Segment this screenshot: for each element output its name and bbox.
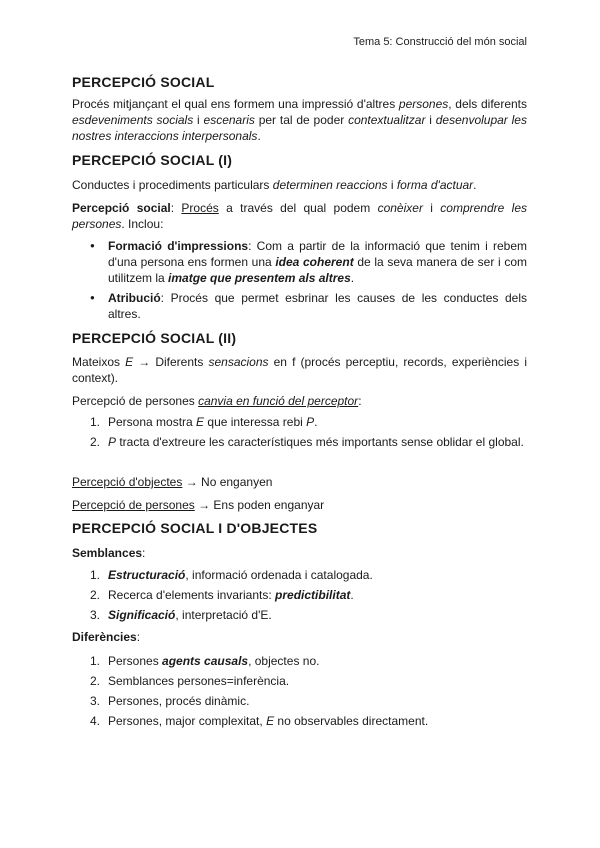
line-percepcio-persones: Percepció de persones → Ens poden enganyar	[72, 498, 325, 512]
running-header: Tema 5: Construcció del món social	[353, 36, 527, 48]
section-title-percepcio-social-ii: PERCEPCIÓ SOCIAL (II)	[72, 330, 237, 346]
paragraph-percepcio-persones: Percepció de persones canvia en funció del perceptor:	[72, 394, 362, 408]
bullet-formacio-impressions: ● Formació d'impressions: Com a partir de la informació que tenim i rebem d'una persona ens formen una idea coherent de la seva manera de ser i com utilitzem la imatge que presentem als altres.	[72, 238, 527, 286]
label-diferencies: Diferències:	[72, 630, 141, 644]
paragraph-definition: Procés mitjançant el qual ens formem una impressió d'altres persones, dels diferents esdeveniments socials i escenaris per tal de poder contextualitzar i desenvolupar les nostres interaccions interpersonals.	[72, 97, 527, 143]
list-item: 2. Semblances persones=inferència.	[90, 674, 290, 688]
label-semblances: Semblances:	[72, 546, 146, 560]
numbered-list-perceptor	[72, 414, 527, 454]
section-title-percepcio-social-i: PERCEPCIÓ SOCIAL (I)	[72, 152, 233, 168]
numbered-list-semblances	[72, 567, 527, 627]
bullet-list-inclou	[72, 238, 527, 326]
list-item: 2. P tracta d'extreure les característiques més importants sense oblidar el global.	[90, 435, 524, 449]
list-item: 1. Persona mostra E que interessa rebi P.	[90, 415, 318, 429]
bullet-atribucio: ● Atribució: Procés que permet esbrinar les causes de les conductes dels altres.	[72, 290, 527, 322]
line-percepcio-objectes: Percepció d'objectes → No enganyen	[72, 475, 273, 489]
list-item: 4. Persones, major complexitat, E no observables directament.	[90, 714, 429, 728]
list-item: 3. Significació, interpretació d'E.	[90, 608, 272, 622]
list-item: 2. Recerca d'elements invariants: predictibilitat.	[90, 588, 354, 602]
list-item: 1. Estructuració, informació ordenada i catalogada.	[90, 568, 373, 582]
section-title-percepcio-social-objectes: PERCEPCIÓ SOCIAL I D'OBJECTES	[72, 520, 318, 536]
paragraph-conductes: Conductes i procediments particulars determinen reaccions i forma d'actuar.	[72, 178, 477, 192]
paragraph-percepcio-social-def: Percepció social: Procés a través del qual podem conèixer i comprendre les persones. Inclou:	[72, 201, 528, 231]
numbered-list-diferencies	[72, 653, 527, 733]
section-title-percepcio-social: PERCEPCIÓ SOCIAL	[72, 74, 215, 90]
paragraph-mateixos-e: Mateixos E → Diferents sensacions en f (procés perceptiu, records, experiències i context).	[72, 355, 527, 385]
list-item: 1. Persones agents causals, objectes no.	[90, 654, 320, 668]
list-item: 3. Persones, procés dinàmic.	[90, 694, 250, 708]
